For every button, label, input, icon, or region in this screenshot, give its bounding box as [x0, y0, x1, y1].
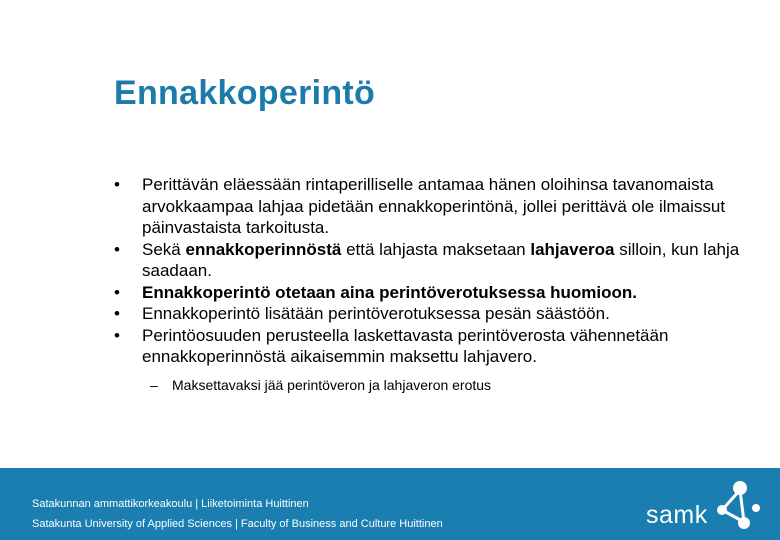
slide-title: Ennakkoperintö: [114, 74, 376, 112]
bullet-list: [114, 174, 754, 368]
samk-logo: [642, 478, 762, 532]
slide-body: [114, 174, 754, 394]
logo-dots-icon: [714, 478, 762, 532]
bullet-item: [114, 325, 754, 368]
bullet-dot: •: [114, 239, 120, 259]
bullet-text: Perittävän eläessään rintaperilliselle antamaa hänen oloihinsa tavanomaista arvokkaampaa lahjaa pidetään ennakkoperintönä, jollei perittävä ole ilmaissut päinvastaista tarkoitusta.: [142, 175, 726, 237]
bullet-dot: •: [114, 175, 120, 194]
logo-wordmark: samk: [646, 501, 708, 529]
bullet-item: [114, 303, 754, 325]
bullet-text: että lahjasta maksetaan: [341, 239, 531, 259]
bullet-item: [114, 282, 754, 304]
sub-bullet: [150, 376, 754, 394]
bullet-text: Perintöosuuden perusteella laskettavasta perintöverosta vähennetään ennakkoperinnöstä aikaisemmin maksettu lahjavero.: [142, 325, 669, 366]
bullet-text: Sekä: [142, 239, 186, 259]
bullet-text: Ennakkoperintö lisätään perintöverotuksessa pesän säästöön.: [142, 304, 610, 323]
sub-bullet-text: Maksettavaksi jää perintöveron ja lahjaveron erotus: [172, 376, 492, 393]
footer-text: [32, 495, 443, 534]
footer-line-1: Satakunnan ammattikorkeakoulu | Liiketoiminta Huittinen: [32, 498, 309, 510]
sub-bullet-dash: –: [150, 376, 158, 393]
bullet-text-bold: lahjaveroa: [530, 239, 615, 259]
bullet-dot: •: [114, 304, 120, 323]
bullet-text-bold: Ennakkoperintö otetaan aina perintöverotuksessa huomioon.: [142, 282, 637, 302]
bullet-dot: •: [114, 282, 120, 302]
bullet-item: [114, 174, 754, 239]
bullet-text-bold: ennakkoperinnöstä: [185, 239, 342, 259]
footer-line-2: Satakunta University of Applied Sciences | Faculty of Business and Culture Huittinen: [32, 517, 443, 530]
bullet-text: silloin, kun lahja saadaan.: [142, 239, 740, 280]
bullet-dot: •: [114, 325, 120, 345]
bullet-item: [114, 239, 754, 282]
